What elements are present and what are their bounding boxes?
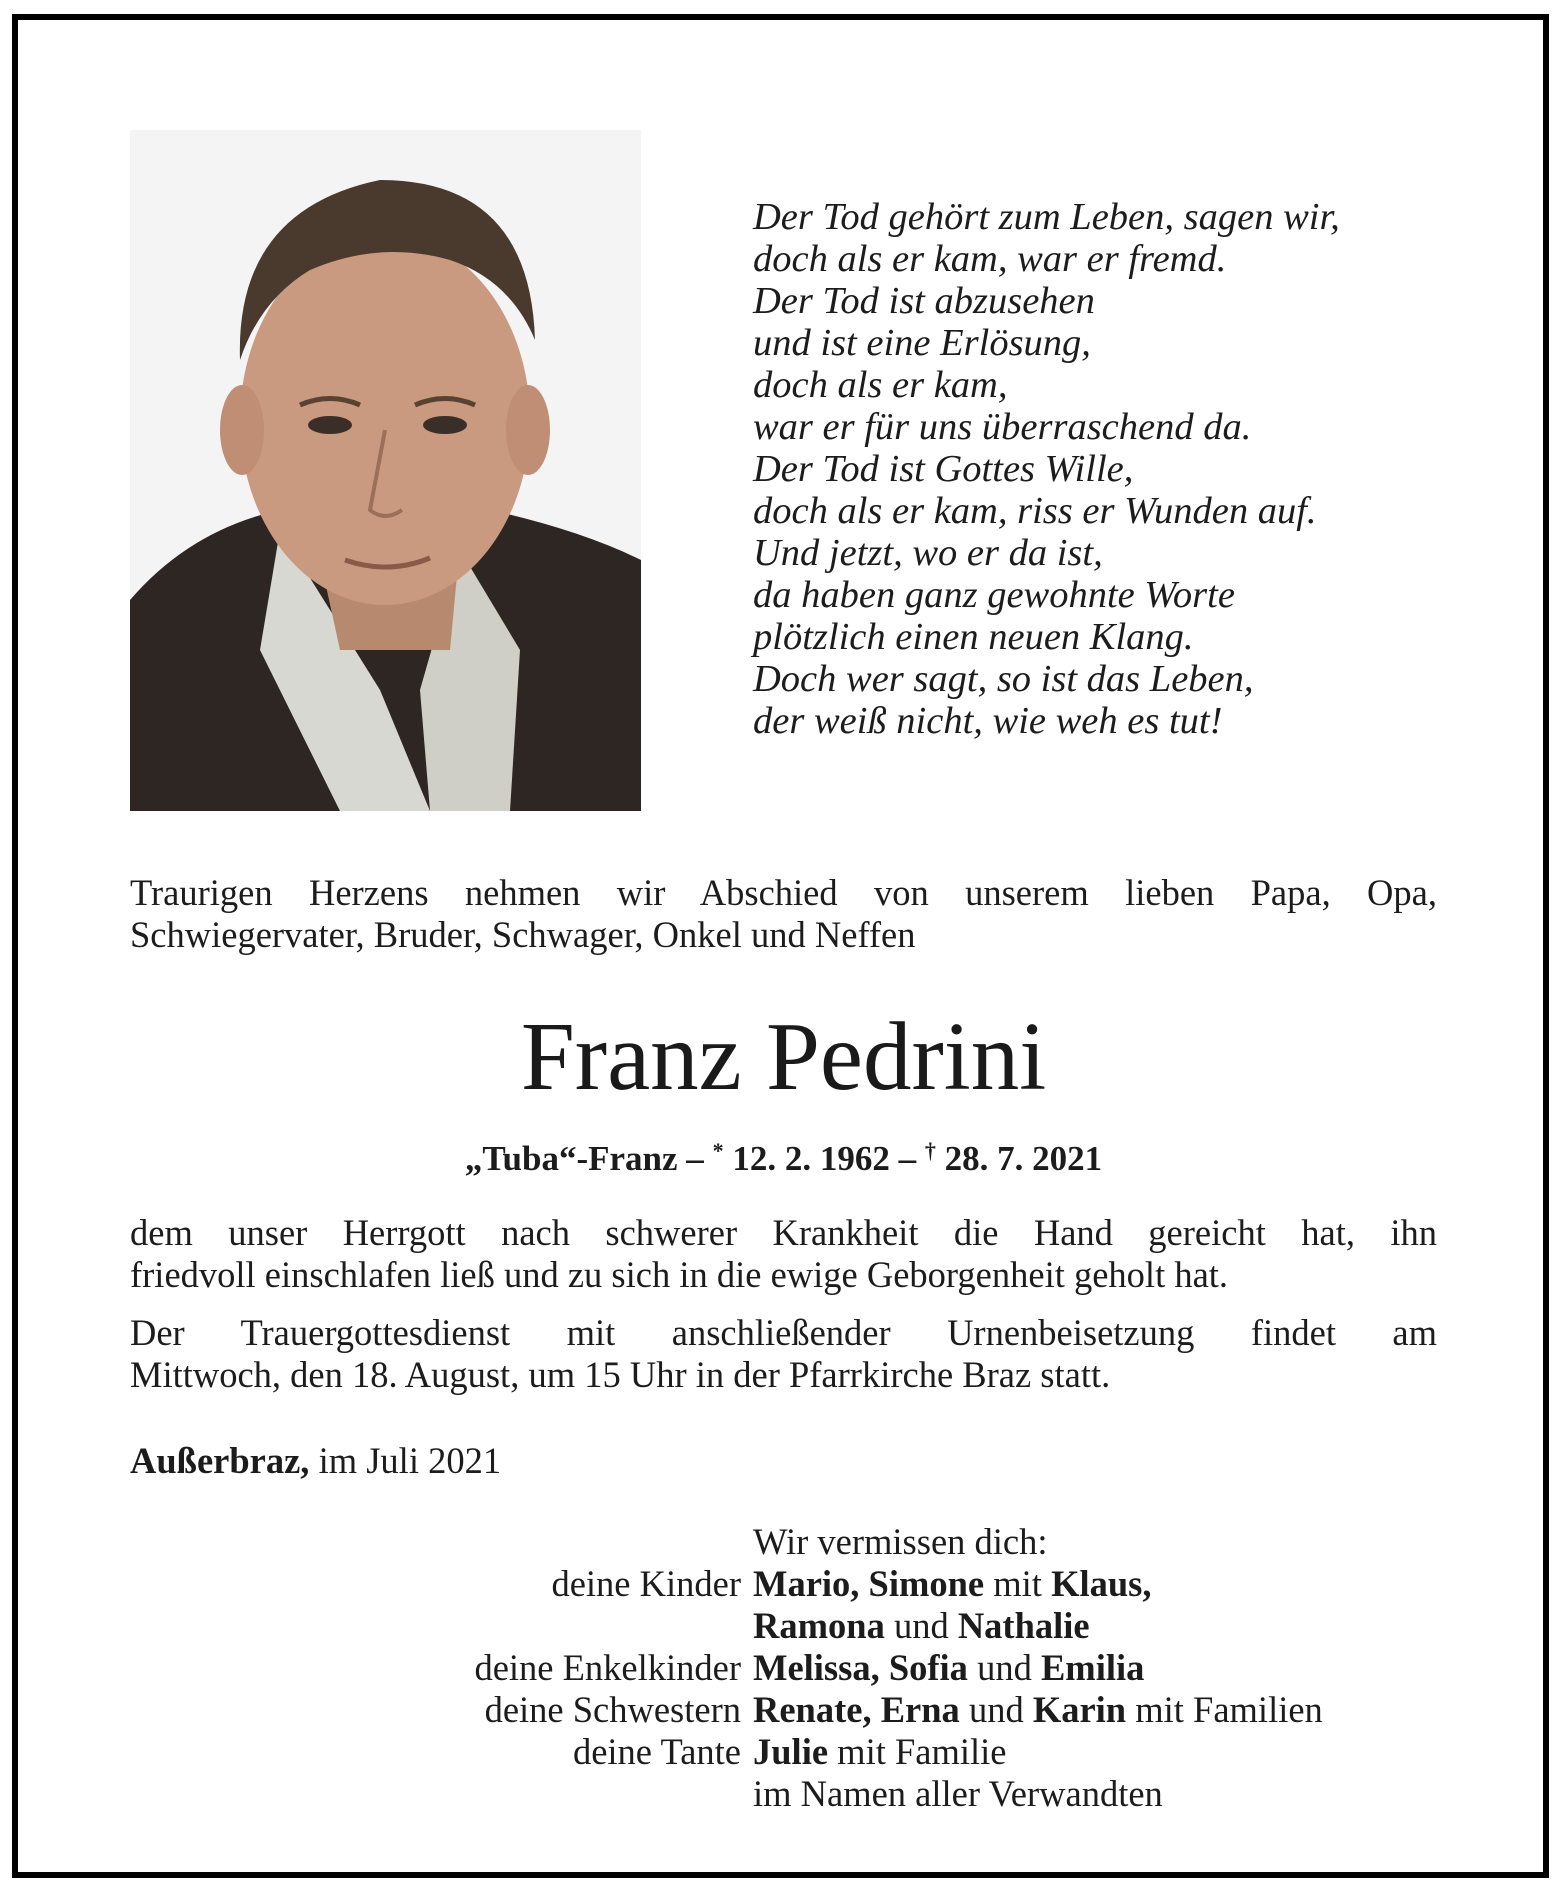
portrait-photo [130,130,641,811]
death-mark: † [924,1138,936,1163]
body-line: Mittwoch, den 18. August, um 15 Uhr in der Pfarrkirche Braz statt. [130,1354,1111,1395]
family-row-tante [0,1731,1567,1773]
names-plain: mit Familien [1126,1689,1323,1730]
deceased-name: Franz Pedrini [520,1003,1047,1110]
names-bold: Julie [753,1731,829,1772]
family-row-schwestern [0,1689,1567,1731]
family-row-enkel [0,1647,1567,1689]
names-bold: Ramona [753,1605,885,1646]
family-names [753,1689,1323,1731]
death-date: 28. 7. 2021 [935,1139,1103,1178]
names-plain: mit Familie [828,1731,1007,1772]
intro-paragraph [130,872,1437,956]
poem-line: Der Tod gehört zum Leben, sagen wir, [753,196,1340,238]
poem-line: doch als er kam, war er fremd. [753,238,1227,280]
body-paragraph-1 [130,1212,1437,1296]
birth-date: 12. 2. 1962 – [723,1139,925,1178]
place-date [130,1440,501,1482]
family-names [753,1563,1152,1605]
names-bold: Klaus, [1051,1563,1152,1604]
portrait-illustration [130,130,641,811]
poem-line: der weiß nicht, wie weh es tut! [753,700,1223,742]
body-line: friedvoll einschlafen ließ und zu sich in die ewige Geborgenheit geholt hat. [130,1254,1229,1295]
poem-line: Der Tod ist abzusehen [753,280,1095,322]
poem-line: doch als er kam, [753,364,1008,406]
names-bold: Melissa, Sofia [753,1647,968,1688]
poem-line: und ist eine Erlösung, [753,322,1091,364]
names-plain: und [967,1647,1041,1688]
body-line: Der Trauergottesdienst mit anschließender Urnenbeisetzung findet am [130,1312,1437,1353]
birth-mark: * [712,1138,724,1163]
family-names [753,1647,1144,1689]
life-dates [0,1130,1567,1180]
names-plain: und [884,1605,958,1646]
family-names [753,1731,1006,1773]
names-plain: mit [984,1563,1052,1604]
body-paragraph-2 [130,1312,1437,1396]
poem-line: Und jetzt, wo er da ist, [753,532,1103,574]
place-month: im Juli 2021 [309,1440,502,1481]
names-bold: Emilia [1040,1647,1145,1688]
poem-line: war er für uns überraschend da. [753,406,1252,448]
family-label: deine Kinder [551,1563,741,1604]
family-label: deine Enkelkinder [474,1647,741,1688]
family-names [753,1605,1090,1647]
body-line: dem unser Herrgott nach schwerer Krankheit die Hand gereicht hat, ihn [130,1212,1437,1253]
poem-line: Der Tod ist Gottes Wille, [753,448,1134,490]
poem-line: Doch wer sagt, so ist das Leben, [753,658,1254,700]
poem [753,196,1453,742]
poem-line: da haben ganz gewohnte Worte [753,574,1235,616]
poem-line: plötzlich einen neuen Klang. [753,616,1194,658]
family-row-verwandte [0,1773,1567,1815]
names-bold: Karin [1032,1689,1127,1730]
intro-line: Schwiegervater, Bruder, Schwager, Onkel und Neffen [130,914,916,955]
names-bold: Renate, Erna [753,1689,960,1730]
poem-line: doch als er kam, riss er Wunden auf. [753,490,1317,532]
nickname: „Tuba“-Franz – [464,1139,713,1178]
family-list [0,1563,1567,1815]
family-row-kinder [0,1563,1567,1605]
names-plain: und [959,1689,1033,1730]
intro-line: Traurigen Herzens nehmen wir Abschied von unserem lieben Papa, Opa, [130,872,1437,913]
miss-title: Wir vermissen dich: [753,1521,1048,1562]
place-town: Außerbraz, [130,1440,310,1481]
family-label: deine Schwestern [484,1689,741,1730]
family-names: im Namen aller Verwandten [753,1773,1163,1814]
family-row-kinder-2 [0,1605,1567,1647]
names-bold: Mario, Simone [753,1563,985,1604]
family-label: deine Tante [572,1731,741,1772]
names-bold: Nathalie [957,1605,1090,1646]
